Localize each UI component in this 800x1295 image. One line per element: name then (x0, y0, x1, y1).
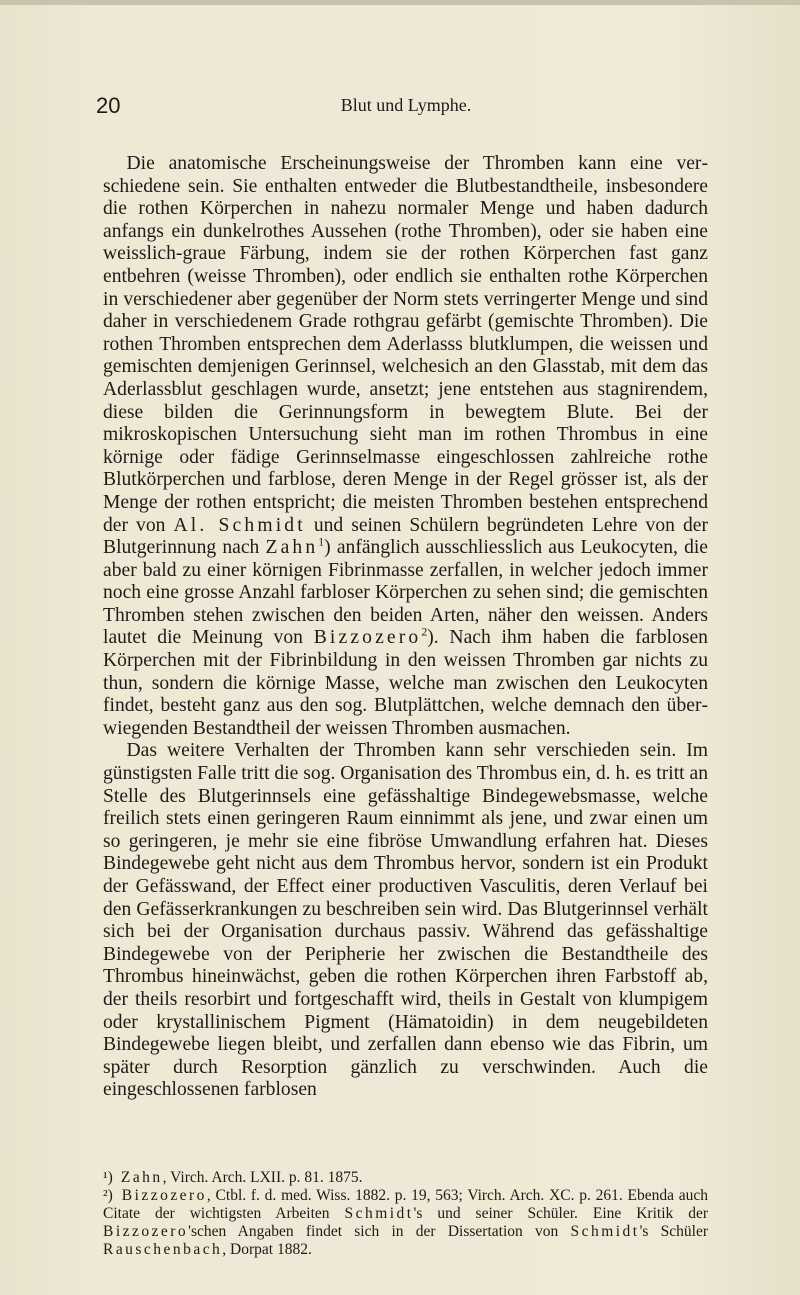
main-text (103, 153, 708, 1102)
footnote-mark: ²) (103, 1187, 113, 1204)
footnotes (103, 1169, 708, 1259)
author-name: Zahn (120, 1169, 163, 1186)
text-run: und seinen Schülern begründeten Lehre von der Blutgerinnung nach (103, 514, 708, 559)
author-name: Bizzozero (103, 1223, 189, 1240)
author-name: Schmidt (570, 1223, 640, 1240)
footnote-text: , Dorpat 1882. (222, 1241, 312, 1258)
footnote-ref-2: 2 (421, 625, 428, 639)
footnote-ref-1: 1 (318, 535, 325, 549)
footnote-text: , Ctbl. f. d. med. Wiss. 1882. p. 19, 563; Virch. Arch. XC. p. 261. Ebenda auch Citate der wichtigsten Arbeiten (103, 1187, 709, 1222)
author-name-zahn: Zahn (265, 537, 319, 559)
footnote-text: 's Schüler (639, 1223, 708, 1240)
paragraph-1 (103, 153, 708, 740)
footnote-text: 'schen Angaben findet sich in der Dissertation von (188, 1223, 571, 1240)
footnote-text: 's und seiner Schüler. Eine Kritik der (413, 1205, 709, 1222)
page-number: 20 (96, 93, 121, 118)
author-name: Schmidt (344, 1205, 414, 1222)
paragraph-2: Das weitere Verhalten der Thromben kann sehr verschieden sein. Im günstigsten Falle tritt die sog. Organisation des Thrombus ein, d. h. es tritt an Stelle des Blutgerinnsels eine gefässhaltige Bindegewebsmasse, welche freilich stets einen geringeren Raum einnimmt als jene, und zwar einen um so geringeren, je mehr sie eine fibröse Umwandlung erfahren hat. Dieses Bindegewebe geht nicht aus dem Thrombus hervor, sondern ist ein Produkt der Gefässwand, der Effect einer productiven Vasculitis, deren Verlauf bei den Gefässerkrankungen zu beschreiben sein wird. Das Blutgerinnsel verhält sich bei der Organisation durchaus passiv. Während das gefässhaltige Bindegewebe von der Peripherie her zwischen die Bestandtheile des Thrombus hineinwächst, geben die rothen Körperchen ihren Farbstoff ab, der theils resorbirt und fortgeschafft wird, theils in Gestalt von klumpigem oder krystallinischem Pigment (Hämatoidin) in dem neugebildeten Bindegewebe liegen bleibt, und zerfallen dann ebenso wie das Fibrin, um später durch Resorption gänzlich zu verschwinden. Auch die eingeschlossenen farblosen (103, 740, 708, 1101)
text-run: Die anatomische Erscheinungsweise der Thromben kann eine verschiedene sein. Sie enthalten entweder die Blutbestandtheile, insbesondere die rothen Körperchen in nahezu normaler Menge und haben dadurch anfangs ein dunkelrothes Aussehen (rothe Thromben), oder sie haben eine weisslich-graue Färbung, indem sie der rothen Körperchen fast ganz entbehren (weisse Thromben), oder endlich sie enthalten rothe Körperchen in verschiedener aber gegenüber der Norm stets verringerter Menge und sind daher in verschiedenem Grade rothgrau gefärbt (gemischte Thromben). Die rothen Thromben entsprechen dem Aderlasss blutklumpen, die weissen und gemischten demjenigen Gerinnsel, welchesich an den Glasstab, mit dem das Aderlassblut geschlagen wurde, ansetzt; jene entstehen aus stagnirendem, diese bilden die Gerinnungsform in bewegtem Blute. Bei der mikroskopischen Untersuchung sieht man im rothen Thrombus in eine körnige oder fädige Gerinnselmasse eingeschlossen zahlreiche rothe Blutkörperchen und farblose, deren Menge in der Regel grösser ist, als der Menge der rothen entspricht; die meisten Thromben bestehen entsprechend der von (103, 153, 708, 536)
text-run: ). Nach ihm haben die farblosen Körperchen mit der Fibrinbildung in den weissen Thromben gar nichts zu thun, sondern die körnige Masse, welche man zwischen den Leukocyten findet, besteht ganz aus den sog. Blutplättchen, welche demnach den überwiegenden Bestandtheil der weissen Thromben ausmachen. (103, 627, 708, 739)
author-name-bizzozero: Bizzozero (313, 627, 422, 649)
scan-edge (0, 0, 800, 5)
footnote-2 (103, 1187, 708, 1259)
footnote-text: , Virch. Arch. LXII. p. 81. 1875. (162, 1169, 363, 1186)
author-name: Rauschenbach (103, 1241, 223, 1258)
page-header (96, 93, 716, 121)
author-name: Bizzozero (121, 1187, 207, 1204)
footnote-1 (103, 1169, 708, 1187)
running-title: Blut und Lymphe. (340, 95, 472, 115)
footnote-mark: ¹) (103, 1169, 113, 1186)
text-run: ) anfänglich ausschliesslich aus Leukocyten, die aber bald zu einer körnigen Fibrinmasse zerfallen, in welcher jedoch immer noch eine grosse Anzahl farbloser Körperchen zu sehen sind; die gemischten Thromben stehen zwischen den beiden Arten, näher den weissen. Anders lautet die Meinung von (103, 537, 709, 649)
author-name-schmidt: Al. Schmidt (173, 514, 306, 536)
